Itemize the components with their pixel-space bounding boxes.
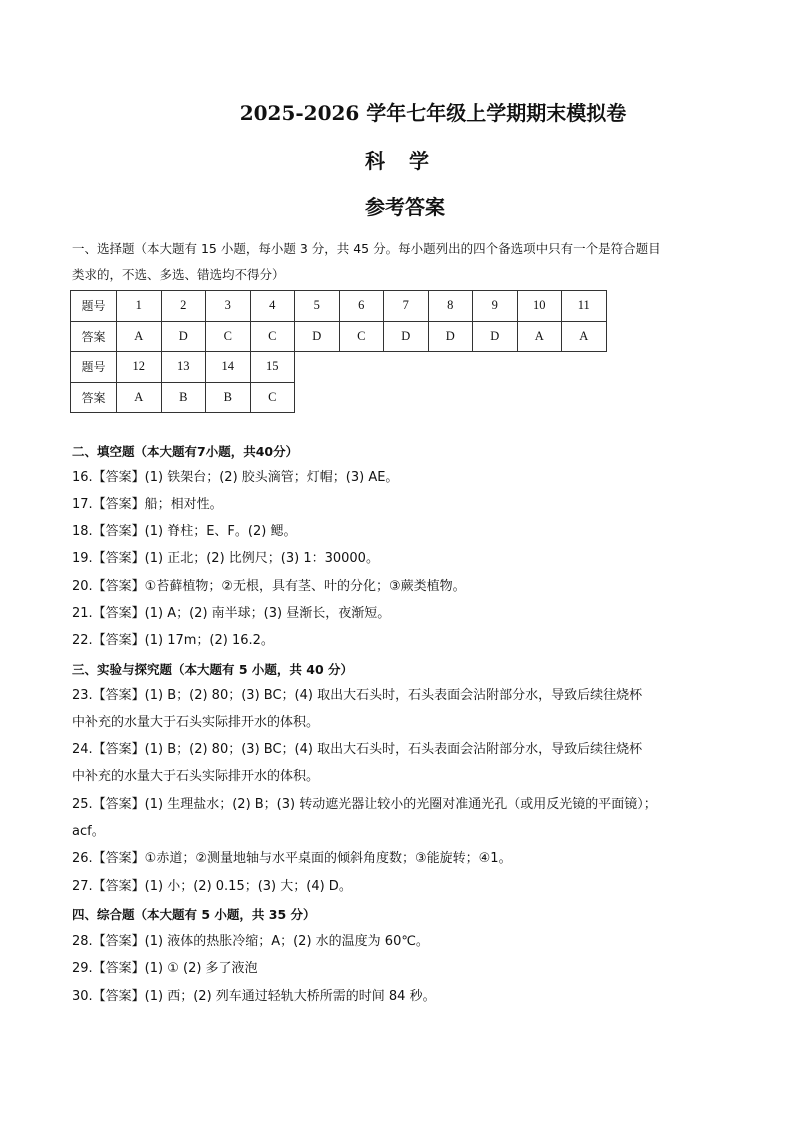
- answer-item: 28.【答案】(1) 液体的热胀冷缩；A；(2) 水的温度为 60℃。: [72, 934, 429, 949]
- question-number: 9: [473, 291, 518, 322]
- row-label-number: 题号: [71, 291, 117, 322]
- answer-item: 23.【答案】(1) B；(2) 80；(3) BC；(4) 取出大石头时，石头表面会沾附部分水，导致后续往烧杯: [72, 688, 643, 703]
- section-1-heading: [72, 236, 732, 288]
- answer-item: 20.【答案】①苔藓植物；②无根，具有茎、叶的分化；③蕨类植物。: [72, 579, 466, 594]
- answer-cell: C: [206, 321, 251, 352]
- answer-item: 26.【答案】①赤道；②测量地轴与水平桌面的倾斜角度数；③能旋转；④1。: [72, 851, 512, 866]
- table-empty-area: [295, 382, 607, 413]
- answer-cell: C: [339, 321, 384, 352]
- row-label-answer: 答案: [71, 382, 117, 413]
- page-title: 2025-2026 学年七年级上学期期末模拟卷: [239, 101, 627, 125]
- answer-cell: A: [117, 382, 162, 413]
- section-2-heading: 二、填空题（本大题有7小题，共40分）: [72, 444, 299, 459]
- question-number: 8: [428, 291, 473, 322]
- answer-cell: B: [161, 382, 206, 413]
- question-number: 1: [117, 291, 162, 322]
- section-3-heading: 三、实验与探究题（本大题有 5 小题，共 40 分）: [72, 662, 354, 677]
- section-4-heading: 四、综合题（本大题有 5 小题，共 35 分）: [72, 907, 316, 922]
- answer-cell: C: [250, 321, 295, 352]
- answer-row-1: [71, 321, 607, 352]
- row-label-answer: 答案: [71, 321, 117, 352]
- answer-item: 27.【答案】(1) 小；(2) 0.15；(3) 大；(4) D。: [72, 879, 352, 894]
- answer-cell: C: [250, 382, 295, 413]
- number-row-2: [71, 352, 607, 383]
- answer-item: 22.【答案】(1) 17m；(2) 16.2。: [72, 633, 274, 648]
- answer-item: 19.【答案】(1) 正北；(2) 比例尺；(3) 1：30000。: [72, 551, 379, 566]
- number-row-1: [71, 291, 607, 322]
- answer-cell: D: [161, 321, 206, 352]
- answer-cell: D: [473, 321, 518, 352]
- answer-item: 18.【答案】(1) 脊柱；E、F。(2) 鳃。: [72, 524, 297, 539]
- question-number: 15: [250, 352, 295, 383]
- answer-cell: A: [562, 321, 607, 352]
- answer-cell: D: [384, 321, 429, 352]
- table-empty-area: [295, 352, 607, 383]
- answer-key-title: 参考答案: [365, 195, 445, 219]
- answer-cell: D: [428, 321, 473, 352]
- answer-item: 16.【答案】(1) 铁架台；(2) 胶头滴管；灯帽；(3) AE。: [72, 470, 399, 485]
- question-number: 4: [250, 291, 295, 322]
- subject-title: 科学: [365, 149, 453, 173]
- answer-item: 21.【答案】(1) A；(2) 南半球；(3) 昼渐长，夜渐短。: [72, 606, 391, 621]
- answer-item-continuation: 中补充的水量大于石头实际排开水的体积。: [72, 769, 320, 784]
- answer-cell: A: [117, 321, 162, 352]
- question-number: 7: [384, 291, 429, 322]
- row-label-number: 题号: [71, 352, 117, 383]
- answer-item: 25.【答案】(1) 生理盐水；(2) B；(3) 转动遮光器让较小的光圈对准通光孔（或用反光镜的平面镜）；: [72, 797, 657, 812]
- section-1-heading-line-2: 类求的，不选、多选、错选均不得分）: [72, 267, 285, 282]
- question-number: 10: [517, 291, 562, 322]
- question-number: 13: [161, 352, 206, 383]
- answer-item: 29.【答案】(1) ① (2) 多了液泡: [72, 961, 258, 976]
- question-number: 14: [206, 352, 251, 383]
- answer-cell: D: [295, 321, 340, 352]
- question-number: 12: [117, 352, 162, 383]
- question-number: 5: [295, 291, 340, 322]
- answer-item-continuation: 中补充的水量大于石头实际排开水的体积。: [72, 715, 320, 730]
- question-number: 2: [161, 291, 206, 322]
- section-1-heading-line-1: 一、选择题（本大题有 15 小题，每小题 3 分，共 45 分。每小题列出的四个备选项中只有一个是符合题目: [72, 241, 661, 256]
- answer-item: 30.【答案】(1) 西；(2) 列车通过轻轨大桥所需的时间 84 秒。: [72, 989, 436, 1004]
- answer-item: 17.【答案】船；相对性。: [72, 497, 223, 512]
- question-number: 6: [339, 291, 384, 322]
- multiple-choice-answer-table: [70, 290, 607, 413]
- answer-item: 24.【答案】(1) B；(2) 80；(3) BC；(4) 取出大石头时，石头表面会沾附部分水，导致后续往烧杯: [72, 742, 643, 757]
- question-number: 11: [562, 291, 607, 322]
- answer-cell: A: [517, 321, 562, 352]
- answer-cell: B: [206, 382, 251, 413]
- question-number: 3: [206, 291, 251, 322]
- answer-item-continuation: acf。: [72, 824, 105, 839]
- answer-row-2: [71, 382, 607, 413]
